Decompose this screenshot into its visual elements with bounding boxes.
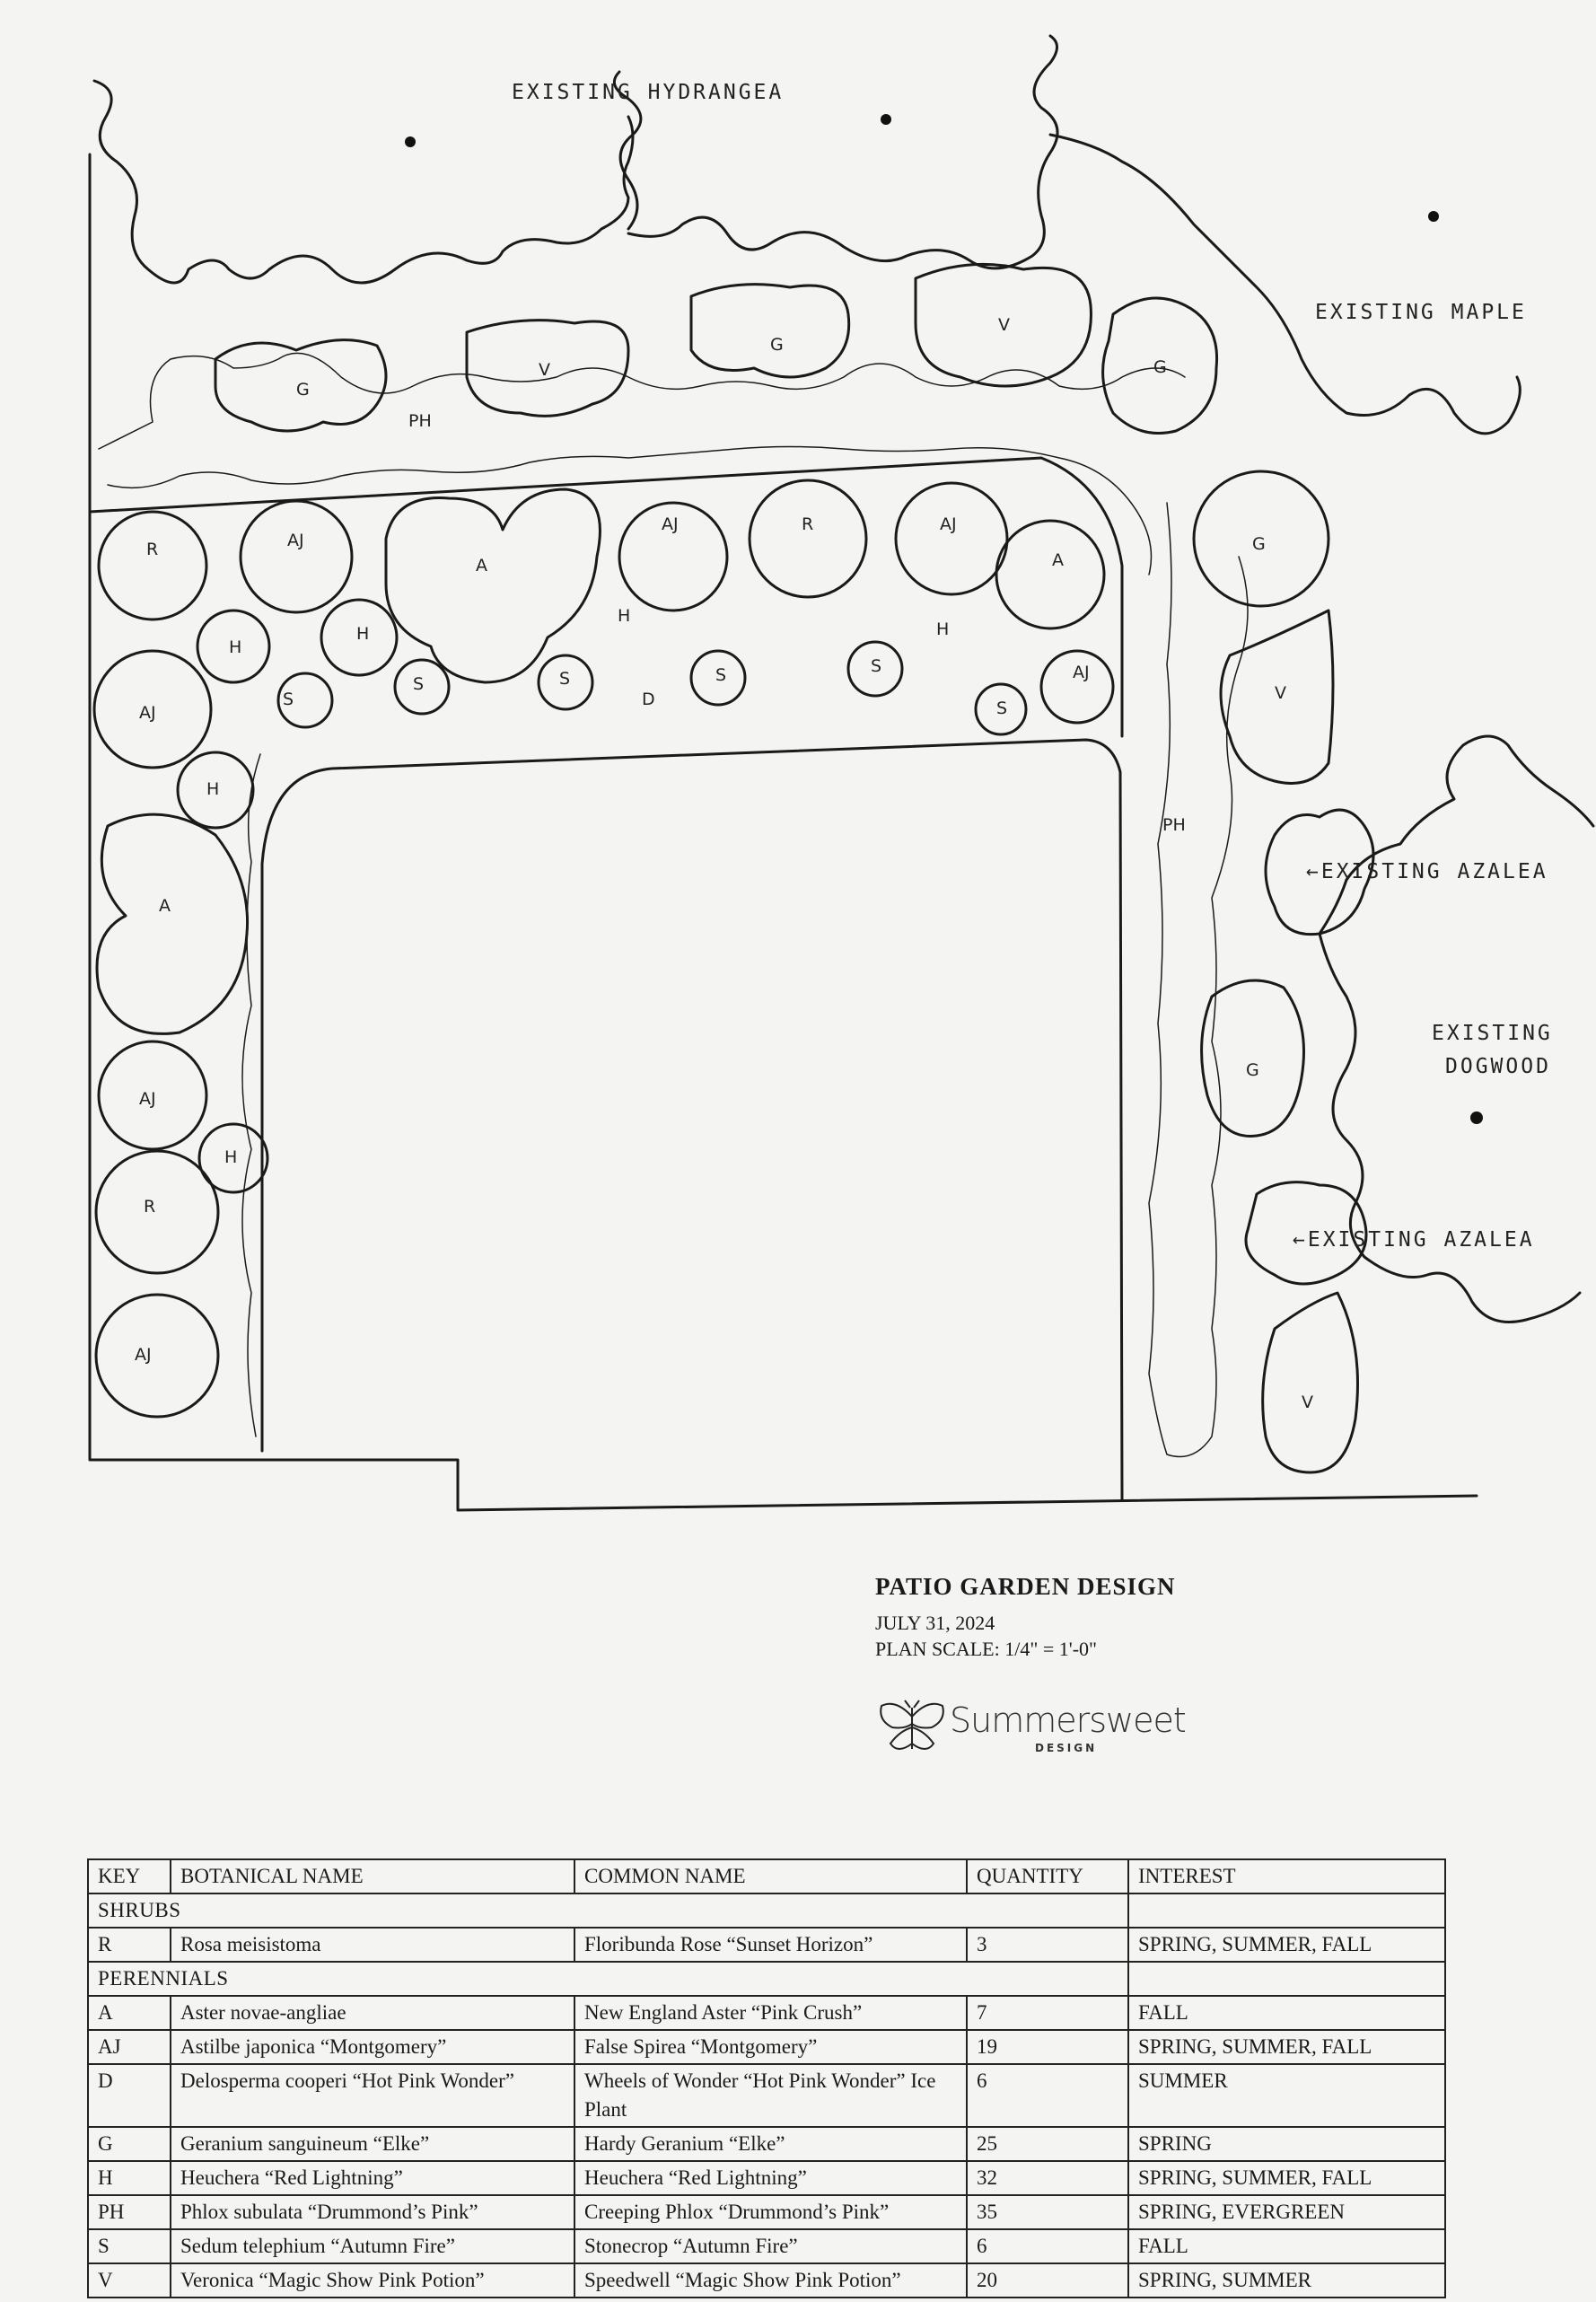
key-ph-right: PH [1162, 815, 1186, 835]
legend-row [88, 2229, 1445, 2263]
legend-cell-qty: 20 [967, 2263, 1128, 2298]
key-g5: G [1246, 1060, 1259, 1080]
legend-cell-interest: SUMMER [1128, 2064, 1445, 2127]
legend-section-row [88, 1962, 1445, 1996]
plant-g5 [1202, 980, 1304, 1136]
legend-cell-botanical: Sedum telephium “Autumn Fire” [171, 2229, 574, 2263]
key-g4: G [1252, 534, 1266, 554]
maple-edge [628, 36, 1057, 268]
key-aj2: AJ [662, 514, 679, 534]
key-g3: G [1153, 357, 1167, 377]
legend-header-cell: COMMON NAME [574, 1859, 967, 1893]
legend-cell-interest: FALL [1128, 2229, 1445, 2263]
legend-cell-qty: 6 [967, 2229, 1128, 2263]
key-a2: A [1052, 550, 1064, 570]
legend-cell-qty: 32 [967, 2161, 1128, 2195]
label-existing-azalea-1: ←EXISTING AZALEA [1306, 860, 1548, 883]
legend-cell-interest: FALL [1128, 1996, 1445, 2030]
logo-wordmark: Summersweet [950, 1700, 1186, 1740]
legend-row [88, 1996, 1445, 2030]
key-v1: V [539, 360, 550, 380]
legend-cell-interest: SPRING, SUMMER [1128, 2263, 1445, 2298]
legend-row [88, 2064, 1445, 2127]
legend-cell-key: H [88, 2161, 171, 2195]
legend-section-blank [1128, 1962, 1445, 1996]
key-s3: S [559, 669, 571, 689]
legend-cell-botanical: Delosperma cooperi “Hot Pink Wonder” [171, 2064, 574, 2127]
legend-row [88, 2127, 1445, 2161]
key-g1: G [296, 380, 310, 400]
key-ph-top: PH [408, 411, 432, 431]
plant-g2 [691, 285, 849, 377]
legend-cell-common: Hardy Geranium “Elke” [574, 2127, 967, 2161]
left-band-inner [242, 754, 260, 1437]
butterfly-icon [878, 1699, 946, 1756]
key-r3: R [144, 1197, 156, 1217]
key-s5: S [871, 656, 882, 676]
plant-a3 [97, 814, 248, 1033]
legend-cell-key: D [88, 2064, 171, 2127]
legend-cell-qty: 7 [967, 1996, 1128, 2030]
legend-cell-common: Speedwell “Magic Show Pink Potion” [574, 2263, 967, 2298]
key-r1: R [146, 540, 159, 559]
legend-header [88, 1859, 1445, 1893]
logo-subtitle: DESIGN [1035, 1742, 1098, 1754]
legend-row [88, 2195, 1445, 2229]
legend-cell-botanical: Aster novae-angliae [171, 1996, 574, 2030]
plant-r3 [96, 1151, 218, 1273]
design-title: PATIO GARDEN DESIGN [875, 1573, 1176, 1600]
dogwood-edge-top [1346, 736, 1593, 880]
legend-cell-qty: 25 [967, 2127, 1128, 2161]
legend-header-cell: KEY [88, 1859, 171, 1893]
legend-section-row [88, 1893, 1445, 1928]
key-aj3: AJ [940, 514, 957, 534]
key-h3: H [618, 606, 631, 626]
key-aj6: AJ [139, 1089, 156, 1109]
key-h2: H [356, 624, 370, 644]
legend-section-blank [1128, 1893, 1445, 1928]
key-s6: S [996, 699, 1008, 718]
legend-cell-key: A [88, 1996, 171, 2030]
plan-scale: PLAN SCALE: 1/4" = 1'-0" [875, 1638, 1098, 1660]
plant-key-labels [135, 315, 1313, 1412]
legend-cell-common: Floribunda Rose “Sunset Horizon” [574, 1928, 967, 1962]
key-v4: V [1302, 1393, 1313, 1412]
key-aj7: AJ [135, 1345, 152, 1365]
legend-row [88, 2030, 1445, 2064]
key-h6: H [224, 1147, 238, 1167]
key-v2: V [998, 315, 1010, 335]
legend-cell-common: Creeping Phlox “Drummond’s Pink” [574, 2195, 967, 2229]
plant-aj1 [241, 501, 352, 612]
plant-aj4 [1041, 651, 1113, 723]
upper-bed-edge [90, 458, 1122, 736]
label-existing-hydrangea: EXISTING HYDRANGEA [512, 81, 785, 104]
hydrangea-edge [94, 81, 633, 283]
key-h5: H [206, 779, 220, 799]
plant-shapes [94, 264, 1373, 1472]
legend-cell-interest: SPRING, SUMMER, FALL [1128, 2161, 1445, 2195]
label-existing-dogwood-1: EXISTING [1432, 1022, 1553, 1045]
legend-header-cell: INTEREST [1128, 1859, 1445, 1893]
key-a3: A [159, 896, 171, 916]
key-aj5: AJ [139, 703, 156, 723]
plant-r2 [750, 480, 866, 597]
legend-cell-key: S [88, 2229, 171, 2263]
legend-header-cell: QUANTITY [967, 1859, 1128, 1893]
legend-cell-key: AJ [88, 2030, 171, 2064]
left-bed-edge [90, 154, 1477, 1510]
phlox-right-band [1149, 503, 1248, 1457]
legend-cell-common: Heuchera “Red Lightning” [574, 2161, 967, 2195]
title-block [875, 1573, 1342, 1662]
plant-v4 [1263, 1293, 1358, 1472]
phlox-band-top [99, 353, 1185, 449]
key-s1: S [283, 690, 294, 709]
key-aj1: AJ [287, 531, 304, 550]
legend-cell-qty: 19 [967, 2030, 1128, 2064]
legend-cell-key: G [88, 2127, 171, 2161]
key-h1: H [229, 637, 242, 657]
legend-header-cell: BOTANICAL NAME [171, 1859, 574, 1893]
legend-row [88, 2263, 1445, 2298]
legend-row [88, 2161, 1445, 2195]
legend-cell-key: V [88, 2263, 171, 2298]
key-s2: S [413, 674, 425, 694]
key-g2: G [770, 335, 784, 355]
design-date: JULY 31, 2024 [875, 1612, 995, 1634]
label-existing-dogwood-2: DOGWOOD [1445, 1055, 1551, 1078]
label-existing-azalea-2: ←EXISTING AZALEA [1293, 1228, 1535, 1252]
key-v3: V [1275, 683, 1286, 703]
plant-aj3 [896, 483, 1007, 594]
legend-cell-botanical: Geranium sanguineum “Elke” [171, 2127, 574, 2161]
legend-cell-key: R [88, 1928, 171, 1962]
legend-cell-botanical: Phlox subulata “Drummond’s Pink” [171, 2195, 574, 2229]
legend-cell-key: PH [88, 2195, 171, 2229]
plant-aj7 [96, 1295, 218, 1417]
key-d1: D [642, 690, 655, 709]
legend-section-label: PERENNIALS [88, 1962, 1128, 1996]
plant-legend-table [87, 1858, 1446, 2298]
legend-cell-common: Stonecrop “Autumn Fire” [574, 2229, 967, 2263]
maple-edge-right [1050, 135, 1520, 434]
legend-cell-qty: 35 [967, 2195, 1128, 2229]
legend-cell-interest: SPRING, SUMMER, FALL [1128, 2030, 1445, 2064]
label-existing-maple: EXISTING MAPLE [1315, 301, 1527, 324]
legend-section-label: SHRUBS [88, 1893, 1128, 1928]
legend-cell-common: New England Aster “Pink Crush” [574, 1996, 967, 2030]
legend-body [88, 1893, 1445, 2298]
plant-a2 [996, 521, 1104, 628]
plant-r1 [99, 512, 206, 619]
legend-cell-botanical: Veronica “Magic Show Pink Potion” [171, 2263, 574, 2298]
key-aj4: AJ [1073, 663, 1090, 682]
plant-a1 [386, 489, 600, 682]
legend-cell-botanical: Astilbe japonica “Montgomery” [171, 2030, 574, 2064]
legend-cell-common: Wheels of Wonder “Hot Pink Wonder” Ice Plant [574, 2064, 967, 2127]
legend-header-row [88, 1859, 1445, 1893]
dogwood-edge [1320, 880, 1580, 1322]
legend-cell-qty: 3 [967, 1928, 1128, 1962]
legend-cell-botanical: Rosa meisistoma [171, 1928, 574, 1962]
key-h4: H [936, 619, 950, 639]
company-logo [878, 1699, 1237, 1762]
key-s4: S [715, 665, 727, 685]
legend-row [88, 1928, 1445, 1962]
legend-cell-interest: SPRING [1128, 2127, 1445, 2161]
legend-cell-botanical: Heuchera “Red Lightning” [171, 2161, 574, 2195]
legend-cell-qty: 6 [967, 2064, 1128, 2127]
legend-cell-interest: SPRING, SUMMER, FALL [1128, 1928, 1445, 1962]
legend-cell-interest: SPRING, EVERGREEN [1128, 2195, 1445, 2229]
key-a1: A [476, 556, 487, 576]
patio-outline [262, 740, 1122, 1499]
legend-cell-common: False Spirea “Montgomery” [574, 2030, 967, 2064]
key-r2: R [802, 514, 814, 534]
